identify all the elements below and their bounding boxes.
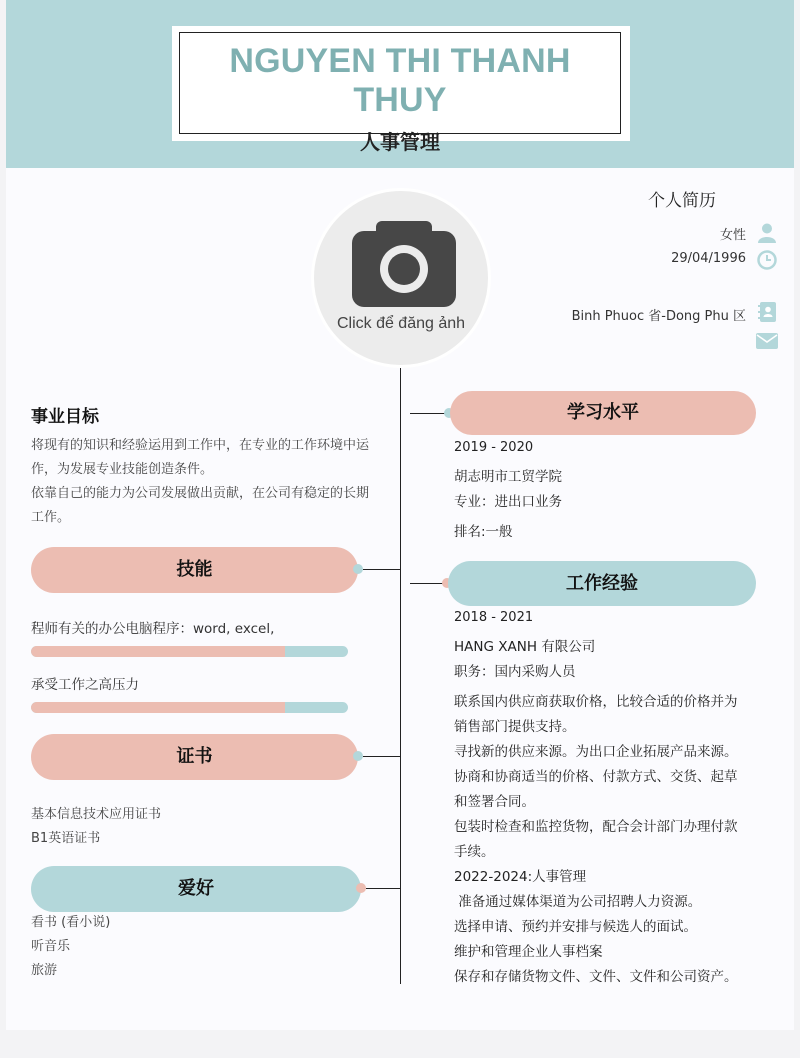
- experience-line: 协商和协商适当的价格、付款方式、交货、起草: [454, 769, 738, 785]
- hobbies-list: [31, 911, 110, 983]
- experience-line: 和签署合同。: [454, 794, 535, 810]
- experience-line: 联系国内供应商获取价格，比较合适的价格并为: [454, 694, 738, 710]
- hobby-item: 看书 (看小说): [31, 915, 111, 930]
- job-title: 人事管理: [360, 130, 440, 154]
- certificates-connector-dot: [353, 751, 363, 761]
- experience-line: 准备通过媒体渠道为公司招聘人力资源。: [454, 894, 702, 910]
- photo-upload-label: Click để đăng ảnh: [336, 315, 466, 332]
- hobby-item: 听音乐: [31, 939, 71, 954]
- education-connector: [410, 413, 446, 414]
- certificates-list: [31, 803, 161, 851]
- hobbies-connector: [366, 888, 400, 889]
- address-book-icon: [756, 301, 778, 323]
- skill-bar-fill: [31, 646, 285, 657]
- gender-value: 女性: [719, 228, 746, 243]
- skill-label: 程师有关的办公电脑程序：word, excel,: [31, 621, 275, 637]
- hobbies-heading: 爱好: [31, 866, 361, 912]
- education-major: 专业：进出口业务: [454, 494, 562, 510]
- skill-bar-fill: [31, 702, 285, 713]
- education-school: 胡志明市工贸学院: [454, 469, 562, 485]
- experience-line: 维护和管理企业人事档案: [454, 944, 603, 960]
- skill-label: 承受工作之高压力: [31, 677, 139, 693]
- experience-position: 职务：国内采购人员: [454, 664, 576, 680]
- career-goal-line: 将现有的知识和经验运用到工作中，在专业的工作环境中运: [31, 438, 370, 453]
- certificates-heading: 证书: [31, 734, 358, 780]
- skills-heading: 技能: [31, 547, 358, 593]
- address-value: Binh Phuoc 省-Dong Phu 区: [571, 309, 746, 324]
- skills-connector-dot: [353, 564, 363, 574]
- certificate-item: 基本信息技术应用证书: [31, 807, 162, 822]
- resume-heading: 个人简历: [648, 191, 716, 211]
- header-band: [6, 0, 794, 168]
- experience-connector: [410, 583, 446, 584]
- career-goal-line: 工作。: [31, 510, 71, 525]
- full-name: NGUYEN THI THANH THUY: [229, 42, 571, 119]
- education-heading: 学习水平: [450, 391, 756, 435]
- photo-upload[interactable]: [311, 188, 491, 368]
- experience-line: 寻找新的供应来源。为出口企业拓展产品来源。: [454, 744, 738, 760]
- skills-connector: [363, 569, 400, 570]
- experience-line: 销售部门提供支持。: [454, 719, 576, 735]
- experience-line: 2022-2024:人事管理: [454, 869, 587, 885]
- career-goal-title: 事业目标: [31, 407, 99, 427]
- resume-page: [6, 0, 794, 1030]
- experience-heading: 工作经验: [448, 561, 756, 606]
- user-icon: [756, 222, 778, 244]
- hobbies-connector-dot: [356, 883, 366, 893]
- timeline-line: [400, 368, 401, 984]
- experience-period: 2018 - 2021: [454, 610, 534, 625]
- hobby-item: 旅游: [31, 963, 58, 978]
- experience-line: 手续。: [454, 844, 495, 860]
- skill-bar: [31, 646, 348, 657]
- experience-line: 选择申请、预约并安排与候选人的面试。: [454, 919, 697, 935]
- clock-icon: [756, 249, 778, 271]
- career-goal-line: 作，为发展专业技能创造条件。: [31, 462, 214, 477]
- education-period: 2019 - 2020: [454, 440, 534, 455]
- birthdate-value: 29/04/1996: [671, 251, 746, 266]
- experience-line: 包装时检查和监控货物，配合会计部门办理付款: [454, 819, 738, 835]
- career-goal-text: [31, 434, 369, 530]
- education-rank: 排名:一般: [454, 524, 513, 540]
- email-icon: [756, 330, 778, 352]
- name-box: [172, 26, 630, 154]
- camera-icon: [350, 217, 458, 313]
- skill-bar: [31, 702, 348, 713]
- experience-company: HANG XANH 有限公司: [454, 639, 596, 655]
- certificate-item: B1英语证书: [31, 831, 101, 846]
- experience-line: 保存和存储货物文件、文件、文件和公司资产。: [454, 969, 738, 985]
- career-goal-line: 依靠自己的能力为公司发展做出贡献，在公司有稳定的长期: [31, 486, 370, 501]
- certificates-connector: [363, 756, 400, 757]
